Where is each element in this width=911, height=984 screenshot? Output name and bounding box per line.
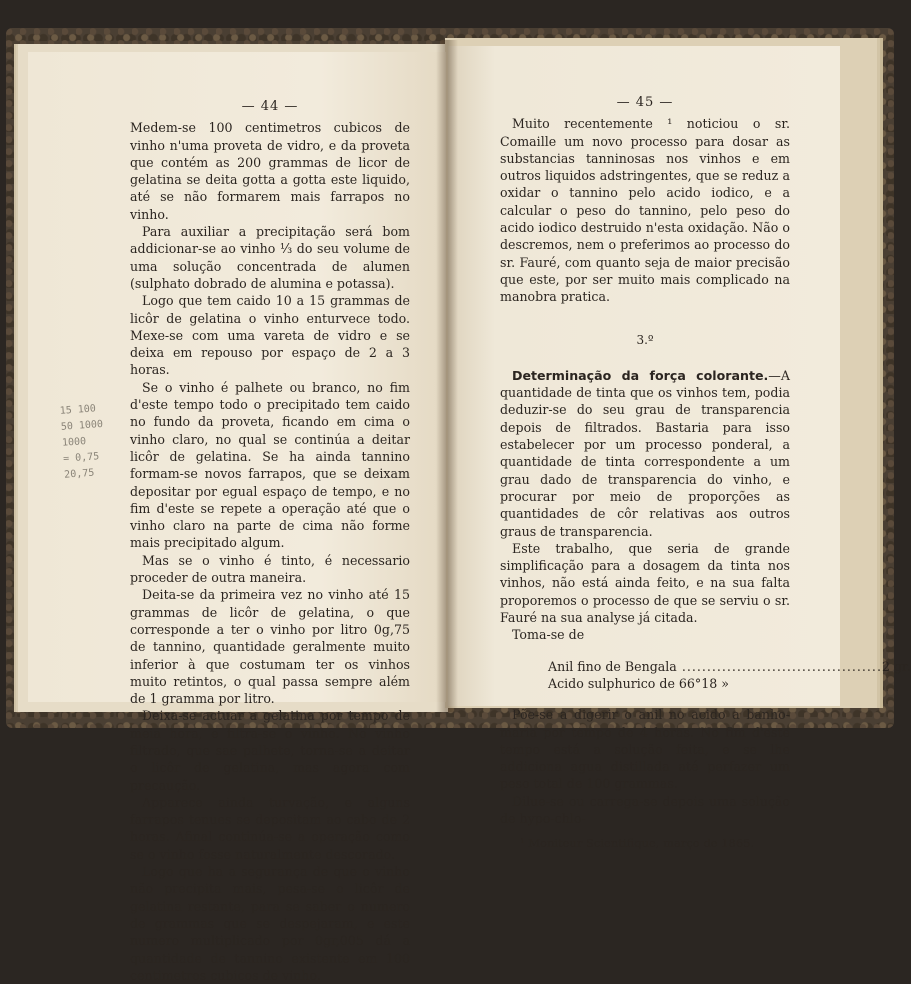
margin-note-line: 1000 (61, 436, 87, 449)
leader-dots: ........................................ (676, 658, 882, 674)
paragraph: Deita-se da primeira vez no vinho até 15 grammas de licôr de gelatina, o que corresponde a ter o vinho por litro 0g,75 de tannino, quantidade geralmente muito inferior à que costumam ter os vinhos muito retintos, o qual passa sempre além de 1 gramma por litro. (130, 587, 410, 707)
section-text: —A quantidade de tinta que os vinhos tem, podia deduzir-se do seu grau de transparencia depois de filtrados. Bastaria para isso estabelecer por um processo ponderal, a quantidade de tinta correspondente a um grau dado de transparencia do vinho, e procurar por meio de proporções as quantidades de côr relativas aos outros graus de transparencia. (500, 367, 790, 539)
left-page (28, 52, 446, 983)
footnote: ¹ Moniteur Scientifique, março de 1865. (520, 836, 755, 851)
paragraph: Este trabalho, que seria de grande simplificação para a dosagem da tinta nos vinhos, não está ainda feito, e na sua falta proporemos o processo de que se serviu o sr. Fauré na sua analyse já citada. (500, 540, 790, 626)
paragraph: Logo que ha a segurança de que o vinho não precipita mais, pesa-se o licôr de gelatina restante, para se saber o numero de grammas que se despejaram, e este numero multiplicado por 0gr,005 dá a quantidade de tannino existente em 100 centimetros cubicos de vinho. (130, 864, 410, 983)
paragraph: Deixa-se actuar a gelatina por tempo de meia hora, e filtra-se o vinho. No vinho filtrado, que sae palhete, torna-se a deitar o licôr de gelatina, mas agora com precaução. (130, 708, 410, 793)
paragraph: Apparece ainda turvação, e alguns farrapos tenues se depositam ao cabo de 2 horas. Afinal continúa-se a operação como se o vinho fosse naturalmente descorado. (130, 794, 410, 862)
ingredient-quantity: 18 » (701, 675, 729, 691)
paragraph: Para auxiliar a precipitação será bom addicionar-se ao vinho ⅓ do seu volume de uma solução concentrada de alumen (sulphato dobrado de alumina e potassa). (130, 224, 410, 291)
section-number: 3.º (636, 332, 654, 347)
margin-note-line: 50 1000 (60, 418, 104, 433)
margin-note-line: = 0,75 (62, 451, 100, 465)
paragraph: Toma-se de (512, 627, 585, 643)
pencil-margin-note (59, 400, 116, 483)
margin-note-line: 15 100 (59, 403, 97, 417)
right-page (448, 46, 911, 851)
margin-note-line: 20,75 (63, 467, 95, 481)
ingredient-quantity: 2 gr. (881, 658, 911, 674)
section-heading: Determinação da força colorante. (512, 367, 769, 383)
book-gutter (436, 40, 458, 712)
page-number: — 44 — (241, 99, 299, 114)
paragraph: Dilue-se ou carrega-se depois uma solução de hypo-chlo- (500, 793, 790, 826)
recipe-row (500, 658, 911, 675)
paragraph: Se o vinho é palhete ou branco, no fim d'este tempo todo o precipitado tem caido no fundo da proveta, ficando em cima o vinho claro, no qual se continúa a deitar licôr de gelatina. Se ha ainda tannino formam-se novos farrapos, que se deixam depositar por egual espaço de tempo, e no fim d'este se repete a operação até que o vinho claro na parte de cima não forme mais precipitado algum. (130, 379, 410, 551)
recipe-row (500, 675, 790, 692)
section-paragraph (500, 367, 790, 540)
ingredient-name: Acido sulphurico de 66° (548, 675, 702, 691)
ingredient-name: Anil fino de Bengala (548, 658, 677, 674)
paragraph: Mas se o vinho é tinto, é necessario proceder de outra maneira. (130, 552, 410, 586)
paragraph: Medem-se 100 centimetros cubicos de vinho n'uma proveta de vidro, e da proveta que contém as 200 grammas de licor de gelatina se deita gotta a gotta este liquido, até se não formarem mais farrapos no vinho. (130, 120, 410, 222)
paragraph: Logo que tem caido 10 a 15 grammas de licôr de gelatina o vinho enturvece todo. Mexe-se com uma vareta de vidro e se deixa em repouso por espaço de 2 a 3 horas. (130, 293, 410, 378)
page-number: — 45 — (616, 95, 674, 110)
paragraph: Põe-se a digerir o anil no acido a banho-maria por tempo de 4 horas. No fim d'este tempo está a solução feita, e se lhe addiciona agua distillada até perfazer um peso total de 100 grammas. (500, 707, 790, 792)
paragraph: Muito recentemente ¹ noticiou o sr. Comaille um novo processo para dosar as substancias tanninosas nos vinhos e em outros liquidos adstringentes, que se reduz a oxidar o tannino pelo acido iodico, e a calcular o peso do tannino, pelo peso do acido iodico destruido n'esta oxidação. Não o descremos, nem o preferimos ao processo do sr. Fauré, com quanto seja de maior precisão que este, por ser muito mais complicado na manobra pratica. (500, 116, 790, 305)
